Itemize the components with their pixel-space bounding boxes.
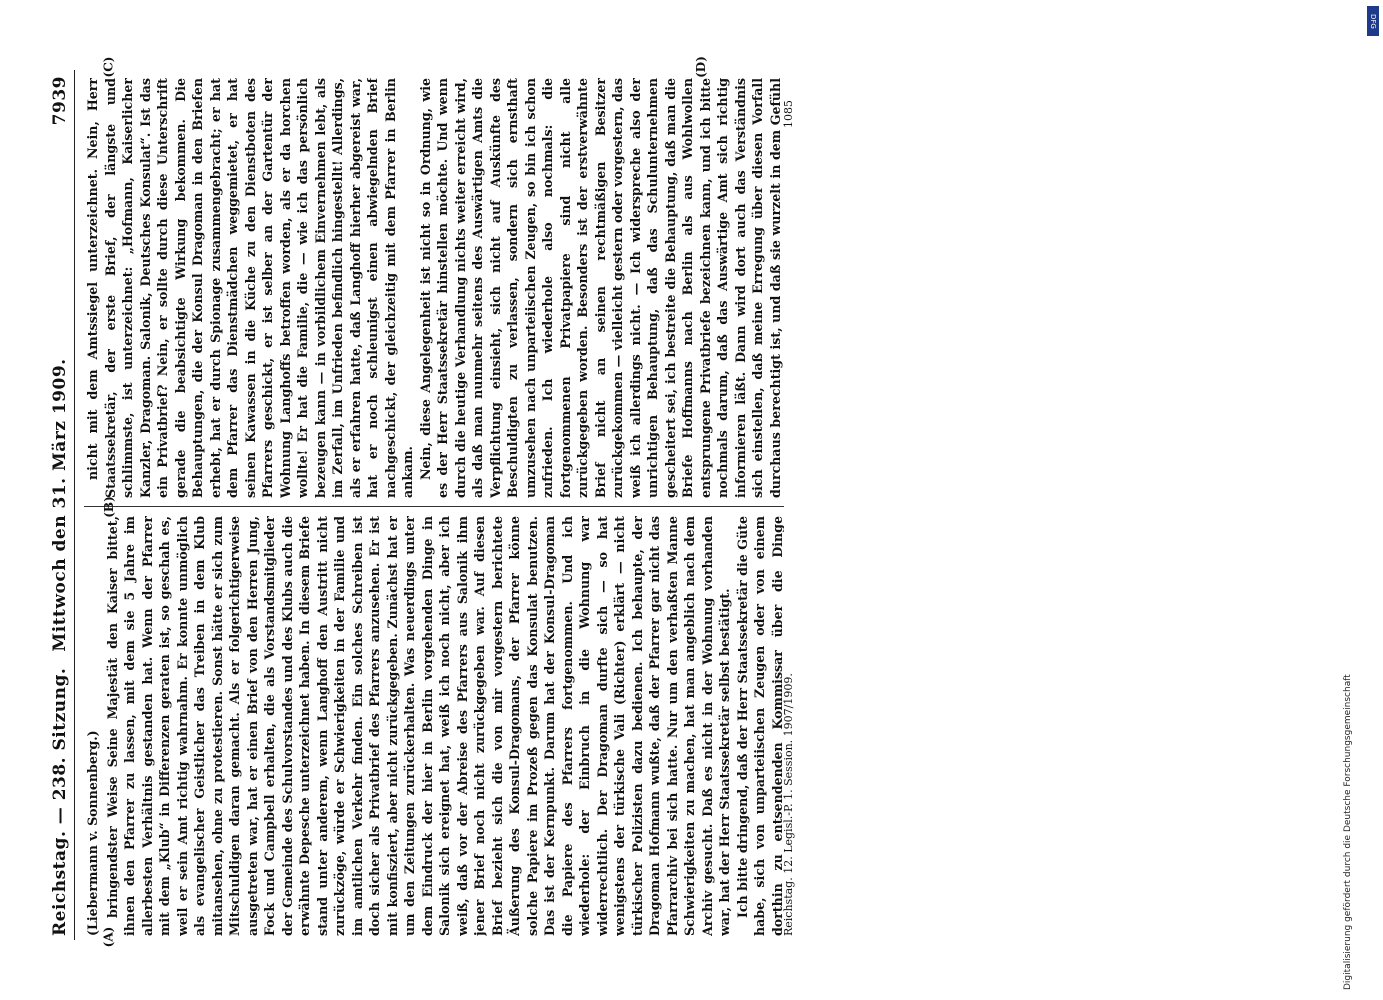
- dfg-logo-icon: DFG: [1367, 6, 1379, 36]
- page-header: [46, 70, 76, 940]
- page-number: 7939: [50, 76, 70, 126]
- column-divider: [84, 506, 784, 507]
- margin-marker-d: (D): [693, 56, 708, 78]
- margin-marker-c: (C): [101, 56, 116, 78]
- paragraph: Ich bitte dringend, daß der Herr Staatssekretär die Güte habe, sich von unparteiischen Zeugen oder von einem dorthin zu entsendenden Kommissar über die Dinge: [734, 516, 784, 936]
- document-page: [40, 70, 800, 940]
- margin-marker-a: (A): [101, 926, 116, 948]
- paragraph: bringendster Weise Seine Majestät den Kaiser bittet, ihnen den Pfarrer zu lassen, mit dem sie 5 Jahre im allerbesten Verhältnis gestanden hat. Wenn der Pfarrer mit dem „Klub“ in Differenzen geraten ist, so geschah es, weil er sein Amt richtig wahrnahm. Er konnte unmöglich als evangelischer Geistlicher das Treiben in dem Klub mitansehen, ohne zu protestieren. Sonst hätte er sich zum Mitschuldigen daran gemacht. Als er folgerichtigerweise ausgetreten war, hat er einen Brief von den Herren Jung, Fock und Campbell erhalten, die als Vorstandsmitglieder der Gemeinde des Schulvorstandes und des Klubs auch die erwähnte Depesche unterzeichnet haben. In diesem Briefe stand unter anderem, wenn Langhoff den Austritt nicht zurückzöge, würde er Schwierigkeiten in der Familie und im amtlichen Verkehr finden. Ein solches Schreiben ist doch sicher als Privatbrief des Pfarrers anzusehen. Er ist mit konfisziert, aber nicht zurückgegeben. Zunächst hat er um den Zeitungen zurückerhalten. Was neuerdings unter dem Eindruck der hier in Berlin vorgehenden Dinge in Salonik sich ereignet hat, weiß ich noch nicht, aber ich weiß, daß vor der Abreise des Pfarrers aus Salonik ihm jener Brief noch nicht zurückgegeben war. Auf diesen Brief bezieht sich die von mir vorgestern berichtete Äußerung des Konsul-Dragomans, der Pfarrer könne solche Papiere im Prozeß gegen das Konsulat benutzen. Das ist der Kernpunkt. Darum hat der Konsul-Dragoman die Papiere des Pfarrers fortgenommen. Und ich wiederhole: der Einbruch in die Wohnung war widerrechtlich. Der Dragoman durfte sich — so hat wenigstens der türkische Vali (Richter) erklärt — nicht türkischer Polizisten dazu bedienen. Ich behaupte, der Dragoman Hofmann wußte, daß der Pfarrer gar nicht das Pfarrarchiv bei sich hatte. Nur um den verhaßten Manne Schwierigkeiten zu machen, hat man angeblich nach dem Archiv gesucht. Daß es nicht in der Wohnung vorhanden war, hat der Herr Staatssekretär selbst bestätigt.: [104, 516, 732, 936]
- header-rule: [74, 70, 75, 940]
- header-center: Mittwoch den 31. März 1909.: [50, 358, 70, 652]
- header-left: Reichstag. — 238. Sitzung.: [50, 667, 70, 936]
- left-column: [84, 516, 784, 936]
- right-column: [84, 78, 784, 498]
- speaker-label: (Liebermann v. Sonnenberg.): [85, 730, 100, 936]
- footer-citation: Reichstag. 12. Legisl.-P. 1. Session. 1907/1909.: [782, 673, 795, 936]
- margin-marker-b: (B): [101, 496, 116, 518]
- funding-note: Digitalisierung gefördert durch die Deutsche Forschungsgemeinschaft: [1343, 674, 1353, 990]
- paragraph: nicht mit dem Amtssiegel unterzeichnet. Nein, Herr Staatssekretär, der erste Brief, der längste und schlimmste, ist unterzeichnet: „Hofmann, Kaiserlicher Kanzler, Dragoman. Salonik, Deutsches Konsulat“. Ist das ein Privatbrief? Nein, er sollte durch diese Unterschrift gerade die beabsichtigte Wirkung bekommen. Die Behauptungen, die der Konsul Dragoman in den Briefen erhebt, hat er durch Spionage zusammengebracht; er hat dem Pfarrer das Dienstmädchen weggemietet, er hat seinen Kawassen in die Küche zu den Dienstboten des Pfarrers geschickt, er ist selber an der Gartentür der Wohnung Langhoffs betroffen worden, als er da horchen wollte! Er hat die Familie, die — wie ich das persönlich bezeugen kann — in vorbildlichem Einvernehmen lebt, als im Zerfall, im Unfrieden befindlich hingestellt! Allerdings, als er erfahren hatte, daß Langhoff hierher abgereist war, hat er noch schleunigst einen abwiegelnden Brief nachgeschickt, der gleichzeitig mit dem Pfarrer in Berlin ankam.: [85, 78, 415, 498]
- footer-number: 1085: [782, 100, 795, 128]
- paragraph: Nein, diese Angelegenheit ist nicht so in Ordnung, wie es der Herr Staatssekretär hinstellen möchte. Und wenn durch die heutige Verhandlung nichts weiter erreicht wird, als daß man nunmehr seitens des Auswärtigen Amts die Verpflichtung einsieht, sich nicht auf Auskünfte des Beschuldigten zu verlassen, sondern sich ernsthaft umzusehen nach unparteiischen Zeugen, so bin ich schon zufrieden. Ich wiederhole also nochmals: die fortgenommenen Privatpapiere sind nicht alle zurückgegeben worden. Besonders ist der erstverwähnte Brief nicht an seinen rechtmäßigen Besitzer zurückgekommen — vielleicht gestern oder vorgestern, das weiß ich allerdings nicht. — Ich widerspreche also der unrichtigen Behauptung, daß das Schulunternehmen gescheitert sei, ich bestreite die Behauptung, daß man die Briefe Hoffmanns nach Berlin als aus Wohlwollen entsprungene Privatbriefe bezeichnen kann, und ich bitte nochmals darum, daß das Auswärtige Amt sich richtig informieren läßt. Dann wird dort auch das Verständnis sich einstellen, daß meine Erregung über diesen Vorfall durchaus berechtigt ist, und daß sie wurzelt in dem Gefühl: [417, 78, 783, 498]
